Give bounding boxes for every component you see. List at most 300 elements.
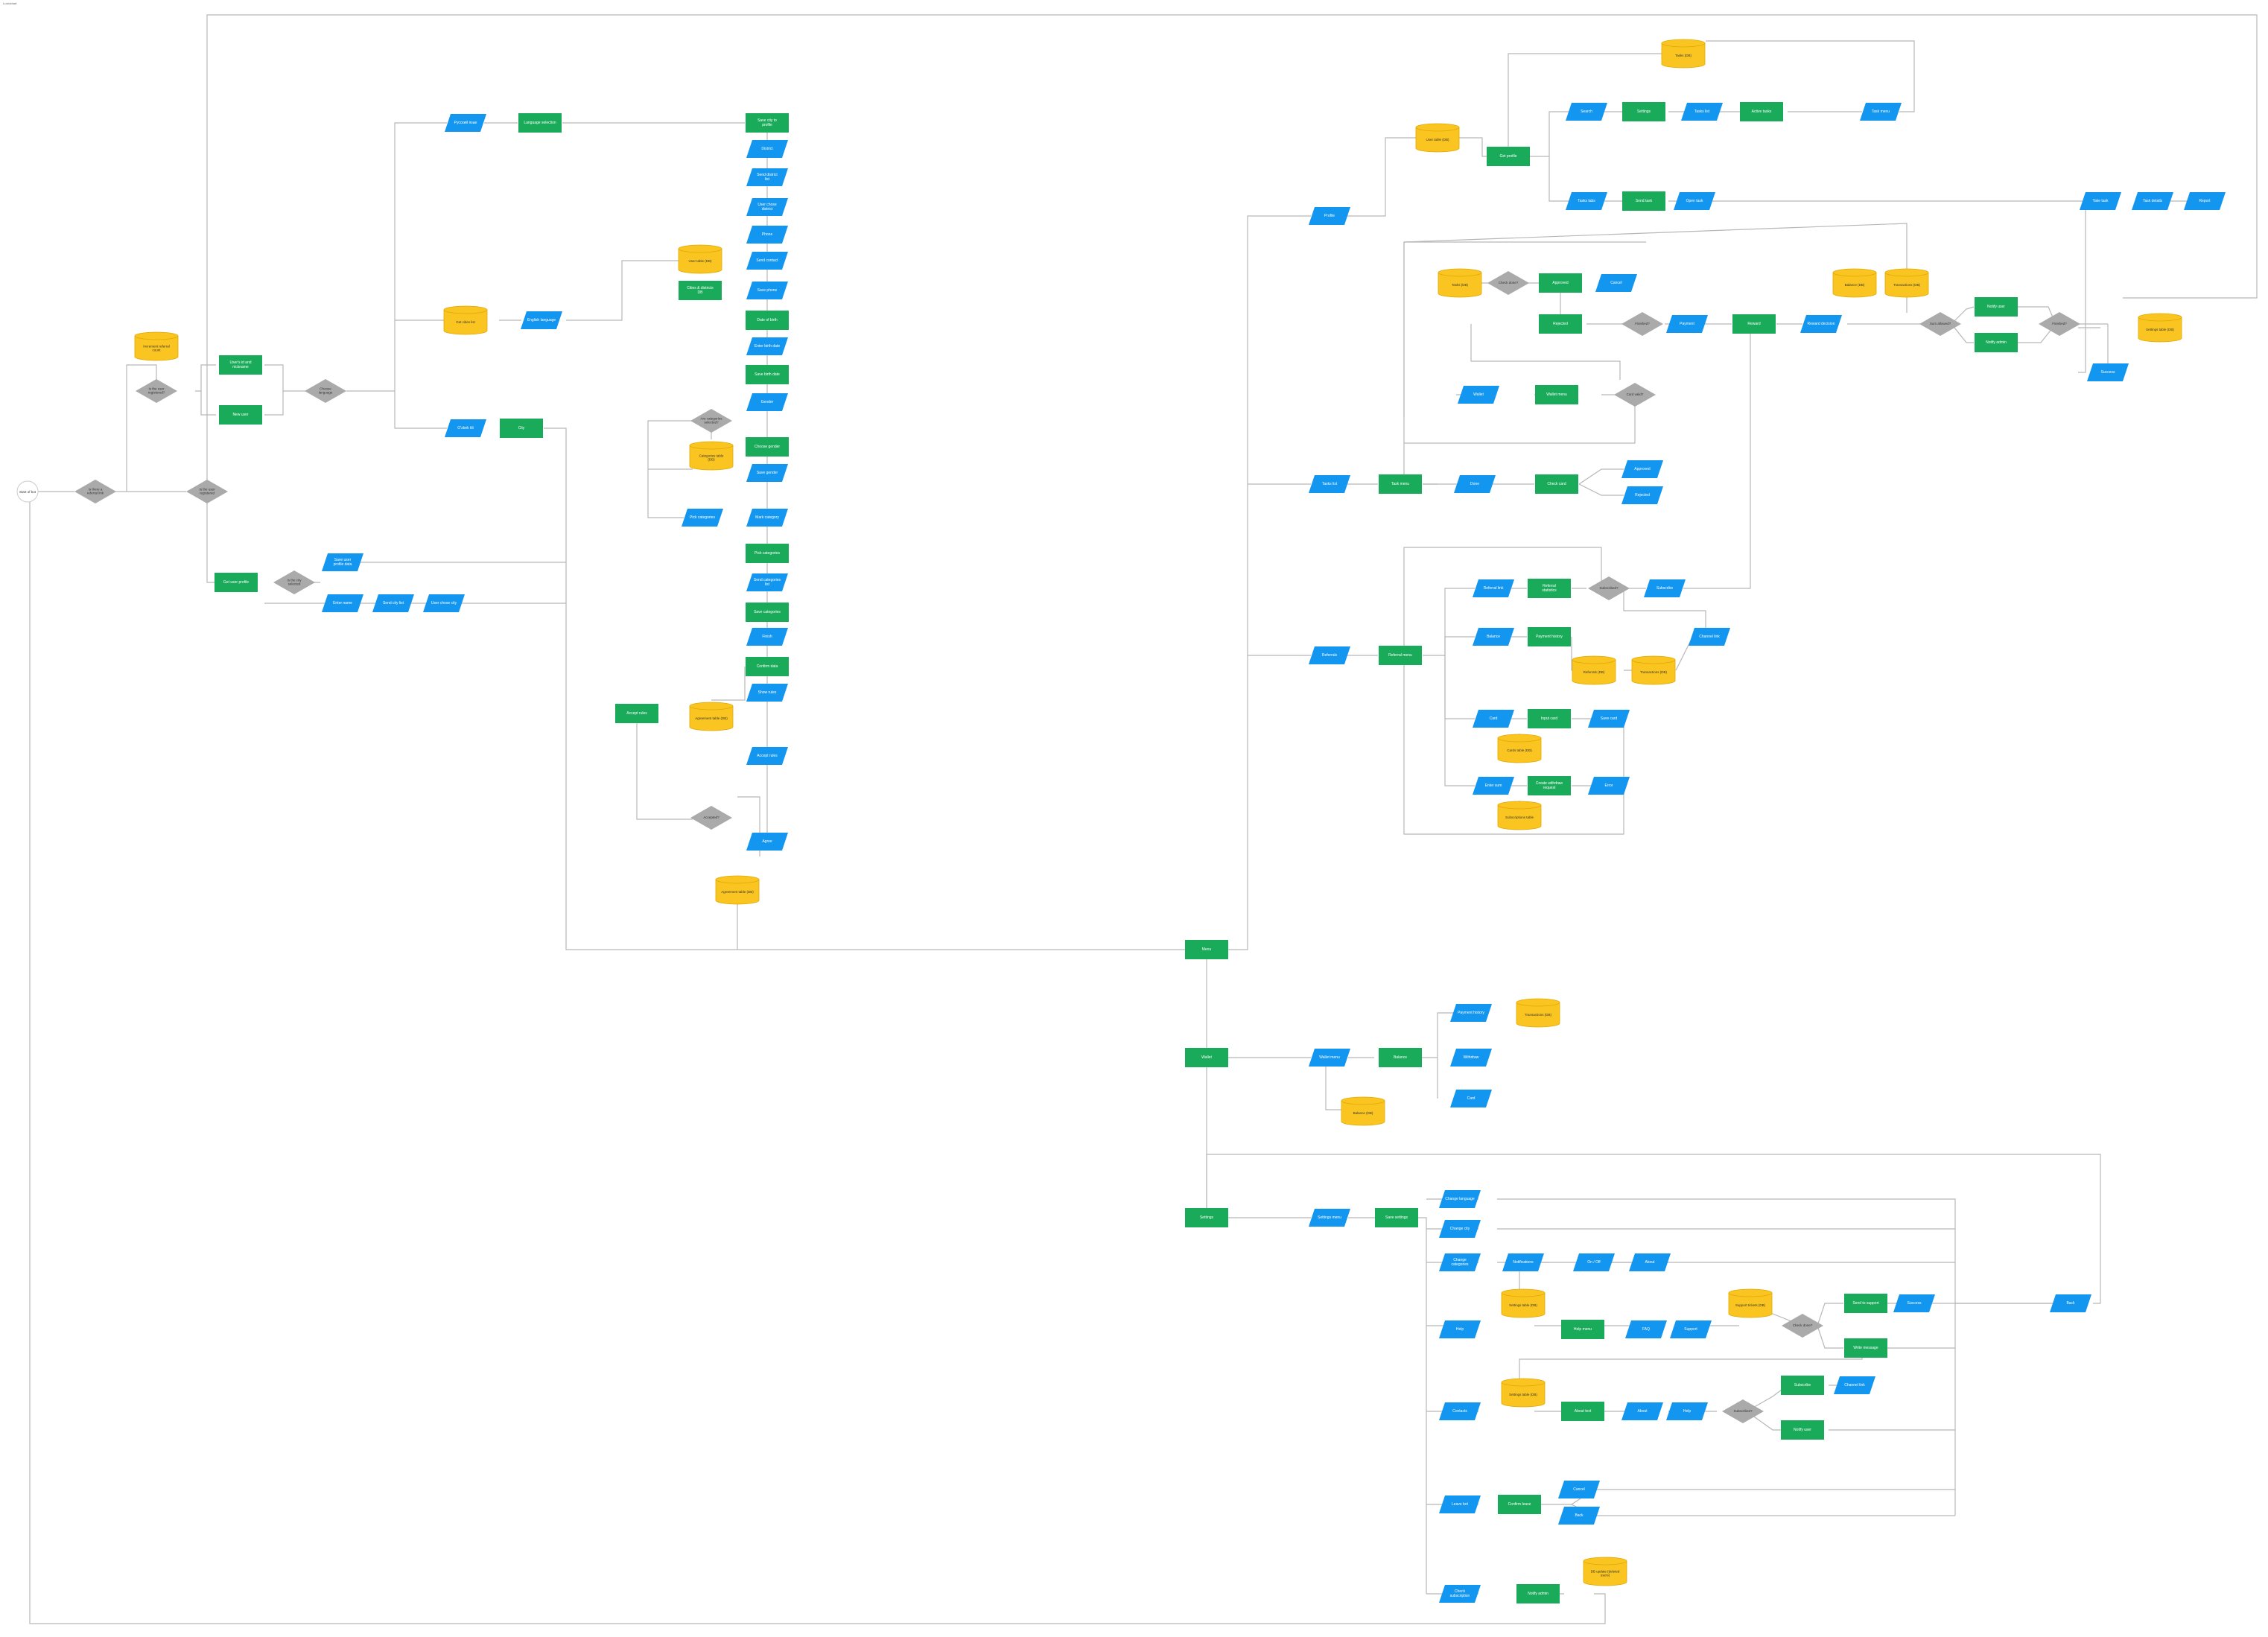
step-reward (1732, 314, 1776, 334)
io-s-ok (1893, 1294, 1935, 1312)
db-refs-a (1572, 656, 1616, 684)
db-wallet-b (1341, 1097, 1385, 1125)
node-label: User chose city (431, 601, 457, 606)
node-label: Pick categories (755, 551, 780, 556)
db-end-top (2138, 314, 2182, 321)
node-label: On / Off (1587, 1260, 1601, 1265)
io-s-contacts (1439, 1402, 1481, 1420)
step-s-lv (1498, 1495, 1541, 1514)
node-label: Increment referral count (143, 344, 170, 352)
node-label: Payment history (1458, 1011, 1484, 1016)
step-tasks (1379, 474, 1422, 494)
io-task-details (2132, 192, 2173, 210)
io-ref-q (1644, 579, 1686, 597)
column-step-18 (746, 657, 789, 676)
step-ref-e (1528, 776, 1571, 795)
node-label: Русский язык (454, 121, 477, 126)
node-label: Settings table (DB) (1509, 1303, 1537, 1308)
step-menu (1185, 940, 1228, 959)
io-report (2184, 192, 2226, 210)
node-label: Task menu (1391, 482, 1410, 487)
io-ref-d (1588, 710, 1630, 728)
column-step-9 (746, 365, 789, 384)
step-send-task (1622, 191, 1665, 211)
db-s-ex-top (1584, 1557, 1627, 1565)
node-label: Choose gender (754, 445, 781, 450)
node-label: Leave bot (1452, 1502, 1468, 1507)
io-reward-dec (1800, 315, 1842, 333)
node-label: Referral statistics (1542, 584, 1557, 594)
node-label: Phone (761, 232, 773, 238)
node-label: Save user profile data (333, 558, 352, 568)
db-agreement (690, 702, 733, 731)
node-label: About text (1574, 1409, 1592, 1414)
db-users (679, 245, 722, 273)
db-end (2138, 314, 2182, 342)
column-io-19 (746, 684, 788, 702)
node-label: City (518, 426, 525, 431)
node-label: Check done? (1792, 1323, 1813, 1328)
db-agree-top (716, 876, 759, 883)
node-label: Take task (2092, 199, 2109, 204)
io-s-support (1670, 1320, 1712, 1338)
io-ref-e (1473, 777, 1514, 795)
io-end (2087, 363, 2129, 381)
node-label: User chose district (757, 203, 777, 212)
io-task-menu (1860, 103, 1902, 121)
db-balance (1833, 269, 1876, 297)
io-s-toggle (1573, 1253, 1615, 1271)
node-label: Help (1683, 1409, 1692, 1414)
node-label: Referral menu (1388, 653, 1412, 658)
io-search (1566, 103, 1607, 121)
step-settings (1622, 102, 1665, 121)
node-label: Wallet (1201, 1055, 1212, 1061)
column-io-10 (746, 393, 788, 411)
io-cancel (1595, 274, 1637, 292)
decision-s2 (1722, 1399, 1764, 1423)
db-city-top (444, 306, 487, 314)
step-enter-city (679, 281, 722, 300)
node-label: O'zbek tili (457, 426, 474, 431)
node-label: Subscribe (1794, 1383, 1811, 1388)
step-s-err (1844, 1338, 1887, 1358)
node-label: Reward decision (1807, 322, 1835, 327)
io-chose-city (423, 594, 465, 612)
node-label: Task menu (1871, 109, 1890, 115)
node-label: Support (1684, 1327, 1697, 1332)
step-reject (1539, 314, 1582, 334)
column-io-5 (746, 252, 788, 270)
db-balance-top (1833, 269, 1876, 276)
node-label: Tasks list (1321, 482, 1338, 487)
decision-accept (690, 806, 732, 830)
io-send-city (372, 594, 414, 612)
db-balance-b (1885, 269, 1928, 297)
node-label: Success (2100, 370, 2115, 375)
node-label: Profile (1324, 214, 1335, 219)
db-s-contacts-top (1502, 1379, 1545, 1386)
io-s-notif (1502, 1253, 1544, 1271)
step-ref-stats (1528, 627, 1571, 646)
db-s-ex (1584, 1557, 1627, 1586)
node-label: Save city to profile (757, 118, 777, 128)
column-io-20 (746, 747, 788, 765)
node-label: Agree (762, 839, 772, 845)
db-s-support-top (1729, 1289, 1772, 1297)
node-label: Balance (DB) (1844, 283, 1865, 287)
node-label: FAQ (1642, 1327, 1651, 1332)
step-ref-c (1528, 709, 1571, 728)
step-city (500, 419, 543, 438)
node-label: Save card (1600, 716, 1618, 722)
node-label: Get cities list (456, 320, 475, 325)
column-io-2 (746, 168, 788, 186)
io-done (1454, 475, 1496, 493)
node-label: Wallet (1473, 392, 1484, 398)
node-label: Card (1467, 1096, 1476, 1102)
node-label: English language (527, 318, 556, 323)
step-s-c5 (1781, 1420, 1824, 1440)
node-label: Cities & districts DB (687, 286, 714, 296)
node-label: User's id and nickname (229, 360, 252, 370)
node-label: Save categories (754, 610, 781, 615)
decision-end (2039, 312, 2080, 336)
step-approve (1539, 273, 1582, 293)
column-io-13 (746, 509, 788, 527)
node-label: Card (1489, 716, 1498, 722)
node-label: Accept rules (626, 711, 647, 716)
db-ref-c-top (1498, 734, 1541, 742)
node-label: User table (DB) (688, 259, 712, 264)
node-label: Send categories list (753, 578, 781, 588)
column-io-17 (746, 628, 788, 646)
node-label: Send contact (756, 258, 778, 264)
node-label: Is there a referral link (86, 487, 104, 495)
step-active-tasks (1740, 102, 1783, 121)
node-label: Pick categories (690, 515, 715, 521)
node-label: Get user profile (223, 580, 250, 585)
node-label: Payment (1680, 322, 1694, 327)
io-ref-f (1588, 777, 1630, 795)
column-step-0 (746, 113, 789, 133)
node-label: Channel link (1699, 635, 1720, 640)
decision-user (186, 480, 228, 503)
step-notify-b (1975, 333, 2018, 352)
db-s-support (1729, 1289, 1772, 1317)
io-rejected (1621, 486, 1663, 504)
io-s-c4 (1834, 1376, 1875, 1394)
io-s-c2 (1666, 1402, 1708, 1420)
io-s-lv (1439, 1495, 1481, 1513)
io-lang-en (521, 311, 562, 329)
io-s-lv2 (1558, 1507, 1600, 1525)
step-profile-view (1487, 147, 1530, 166)
io-tasks-list (1681, 103, 1723, 121)
node-label: Balance (1393, 1055, 1408, 1061)
node-label: Cancel (1610, 281, 1622, 286)
start-node-label: Start of bot (19, 490, 36, 495)
column-io-8 (746, 337, 788, 355)
node-label: Agreement table (DB) (721, 890, 754, 894)
node-label: Wallet menu (1546, 392, 1567, 398)
column-step-14 (746, 544, 789, 563)
db-cats (690, 442, 733, 470)
node-label: Show rules (757, 690, 777, 696)
io-tasks (1309, 475, 1350, 493)
db-ref-e (1498, 801, 1541, 830)
step-s-ok (1844, 1294, 1887, 1313)
db-ref (135, 332, 178, 360)
node-label: Success (1907, 1301, 1922, 1306)
node-label: Get profile (1499, 154, 1517, 159)
step-settings-main (1185, 1208, 1228, 1227)
node-label: Cancel (1573, 1487, 1585, 1493)
node-label: Is the city selected (287, 578, 302, 586)
column-io-15 (746, 573, 788, 591)
node-label: Accepted? (703, 816, 720, 820)
node-label: Input card (1540, 716, 1558, 722)
node-label: Save birth date (755, 372, 780, 378)
column-step-16 (746, 603, 789, 622)
io-take-task (2080, 192, 2121, 210)
io-ref-stats (1473, 628, 1514, 646)
db-city (444, 306, 487, 334)
node-label: Support tickets (DB) (1735, 1303, 1766, 1308)
db-users-top (679, 245, 722, 252)
io-categories (682, 509, 723, 527)
decision-lang (305, 379, 346, 403)
io-ref (1309, 646, 1350, 664)
node-label: Open task (1686, 199, 1703, 204)
io-lang-uz (445, 419, 486, 437)
step-agreement (615, 704, 658, 723)
db-main-top (1662, 39, 1705, 47)
io-wallet (1309, 1049, 1350, 1067)
db-tasks-a-top (1438, 269, 1481, 276)
node-label: Notify user (1794, 1428, 1811, 1433)
node-label: Tasks (DB) (1674, 54, 1692, 58)
decision-done (1487, 271, 1529, 295)
node-label: Done (1470, 482, 1479, 487)
step-ref (1379, 646, 1422, 665)
node-label: Finished? (1635, 322, 1650, 326)
column-io-1 (746, 140, 788, 158)
io-enter-name (322, 594, 363, 612)
node-label: Back (2066, 1301, 2075, 1306)
decision-cats (690, 409, 732, 433)
db-refs-b-top (1632, 656, 1675, 664)
node-label: Save gender (756, 471, 778, 476)
column-io-21 (746, 833, 788, 851)
node-label: District (761, 147, 773, 152)
node-label: Save phone (757, 288, 778, 293)
node-label: Balance (DB) (1353, 1111, 1373, 1116)
io-s-cats (1439, 1253, 1481, 1271)
node-label: Menu (1201, 947, 1212, 953)
db-ref-c (1498, 734, 1541, 763)
db-profile-top (1416, 124, 1459, 131)
step-notify-a (1975, 297, 2018, 317)
node-label: Change city (1449, 1227, 1470, 1232)
decision-ref (1588, 576, 1630, 600)
step-s-help (1561, 1320, 1604, 1339)
db-refs-b (1632, 656, 1675, 684)
step-settings-menu (1375, 1208, 1418, 1227)
io-cur (1458, 386, 1499, 404)
node-label: Balance (1486, 635, 1501, 640)
db-s-a (1502, 1289, 1545, 1317)
io-s-ex (1439, 1585, 1481, 1603)
node-label: Change language (1445, 1197, 1475, 1202)
node-label: Rejected (1635, 493, 1650, 498)
io-s-city (1439, 1220, 1481, 1238)
io-payment (1666, 315, 1708, 333)
step-s-c3 (1781, 1376, 1824, 1395)
step-new-user (219, 405, 262, 425)
decision-city (273, 570, 315, 594)
node-label: Payment history (1536, 635, 1563, 640)
node-label: Gender (760, 400, 774, 405)
io-s-about (1629, 1253, 1671, 1271)
node-label: Are categories selected? (700, 416, 722, 425)
node-label: Confirm leave (1508, 1502, 1531, 1507)
db-tasks-a (1438, 269, 1481, 297)
node-label: Choose language (318, 387, 333, 395)
node-label: Settings (1199, 1215, 1214, 1221)
step-uid (219, 355, 262, 375)
db-wallet-top (1516, 999, 1560, 1006)
node-label: Wallet menu (1319, 1055, 1340, 1061)
io-save-profile (322, 553, 363, 571)
step-wallet-menu (1379, 1048, 1422, 1067)
node-label: Send district list (757, 173, 778, 182)
node-label: Subscriptions table (1505, 816, 1534, 820)
node-label: Help menu (1573, 1327, 1592, 1332)
db-wallet (1516, 999, 1560, 1027)
decision-cur (1614, 383, 1656, 407)
step-cur (1535, 385, 1578, 404)
node-label: Send task (1635, 199, 1653, 204)
io-s-help (1439, 1320, 1481, 1338)
node-label: Settings table (DB) (1509, 1393, 1537, 1397)
node-label: Transactions (DB) (1639, 670, 1668, 675)
node-label: Create withdraw request (1535, 781, 1563, 791)
node-label: Transactions (DB) (1524, 1013, 1552, 1017)
node-label: Agreement table (DB) (695, 716, 728, 721)
decision-finish (1621, 312, 1663, 336)
io-lang-ru (445, 114, 486, 132)
db-ref-top (135, 332, 178, 340)
node-label: Help (1455, 1327, 1464, 1332)
decision-notify (1919, 312, 1961, 336)
column-step-11 (746, 437, 789, 457)
node-label: Subscribe (1656, 586, 1674, 591)
io-open-task (1674, 192, 1715, 210)
io-s-lang (1439, 1190, 1481, 1208)
db-refs-a-top (1572, 656, 1616, 664)
db-main (1662, 39, 1705, 68)
db-cats-top (690, 442, 733, 449)
node-label: Contacts (1452, 1409, 1467, 1414)
node-label: Card valid? (1626, 392, 1644, 397)
step-profile (215, 573, 258, 592)
io-s-c1 (1621, 1402, 1663, 1420)
node-label: Is the user registered? (147, 387, 165, 395)
node-label: Enter name (333, 601, 352, 606)
io-s-back (2050, 1294, 2091, 1312)
node-label: Referral link (1483, 586, 1504, 591)
step-s-ex (1516, 1584, 1560, 1603)
io-profile (1309, 207, 1350, 225)
io-ref-c (1473, 710, 1514, 728)
node-label: Check card (1547, 482, 1566, 487)
node-label: Task details (2142, 199, 2163, 204)
node-label: Rejected (1553, 322, 1568, 327)
step-check (1535, 474, 1578, 494)
node-label: Is the user registered (199, 487, 215, 495)
node-label: Error (1604, 783, 1613, 789)
node-label: Language selection (524, 121, 556, 126)
io-wallet-a (1450, 1004, 1492, 1022)
node-label: Active tasks (1751, 109, 1772, 115)
node-label: Tasks (DB) (1451, 283, 1469, 287)
node-label: Sum allowed? (1929, 322, 1951, 326)
node-label: Settings menu (1318, 1215, 1341, 1221)
step-ref-link (1528, 579, 1571, 598)
db-s-contacts (1502, 1379, 1545, 1407)
node-label: About (1637, 1409, 1648, 1414)
node-label: Settings (1636, 109, 1651, 115)
node-label: Referrals (1321, 653, 1338, 658)
node-label: Send to support (1852, 1301, 1879, 1306)
node-label: Finished? (2052, 322, 2067, 326)
node-label: Enter birth date (754, 344, 781, 349)
column-io-4 (746, 226, 788, 244)
decision-main (74, 480, 116, 503)
node-label: Tasks tabs (1578, 199, 1595, 204)
node-label: Approved (1552, 281, 1569, 286)
node-label: Notify admin (1528, 1592, 1548, 1597)
node-label: Tasks list (1694, 109, 1710, 115)
node-label: Accept rules (757, 754, 778, 759)
node-label: Notify user (1987, 305, 2005, 310)
node-label: Finish (762, 635, 772, 640)
io-approved (1621, 460, 1663, 478)
node-label: Channel link (1844, 1383, 1865, 1388)
node-label: DB update (deleted users) (1590, 1569, 1620, 1577)
node-label: Send city list (382, 601, 404, 606)
node-label: Withdraw (1463, 1055, 1479, 1061)
node-label: Mark category (755, 515, 779, 521)
io-s-faq (1625, 1320, 1667, 1338)
node-label: Date of birth (757, 318, 778, 323)
step-wallet (1185, 1048, 1228, 1067)
node-label: Save settings (1385, 1215, 1408, 1221)
node-label: Referrals (DB) (1583, 670, 1605, 675)
node-label: Back (1575, 1513, 1584, 1519)
io-s-lv1 (1558, 1481, 1600, 1498)
decision-s (1782, 1314, 1823, 1338)
io-ref-x (1689, 628, 1730, 646)
node-label: Search (1581, 109, 1592, 115)
node-label: New user (232, 413, 249, 418)
node-label: Write message (1853, 1346, 1878, 1351)
node-label: Confirm data (756, 664, 778, 670)
column-io-12 (746, 464, 788, 482)
node-label: Transactions (DB) (1893, 283, 1921, 287)
node-label: Subscribed? (1599, 586, 1619, 591)
